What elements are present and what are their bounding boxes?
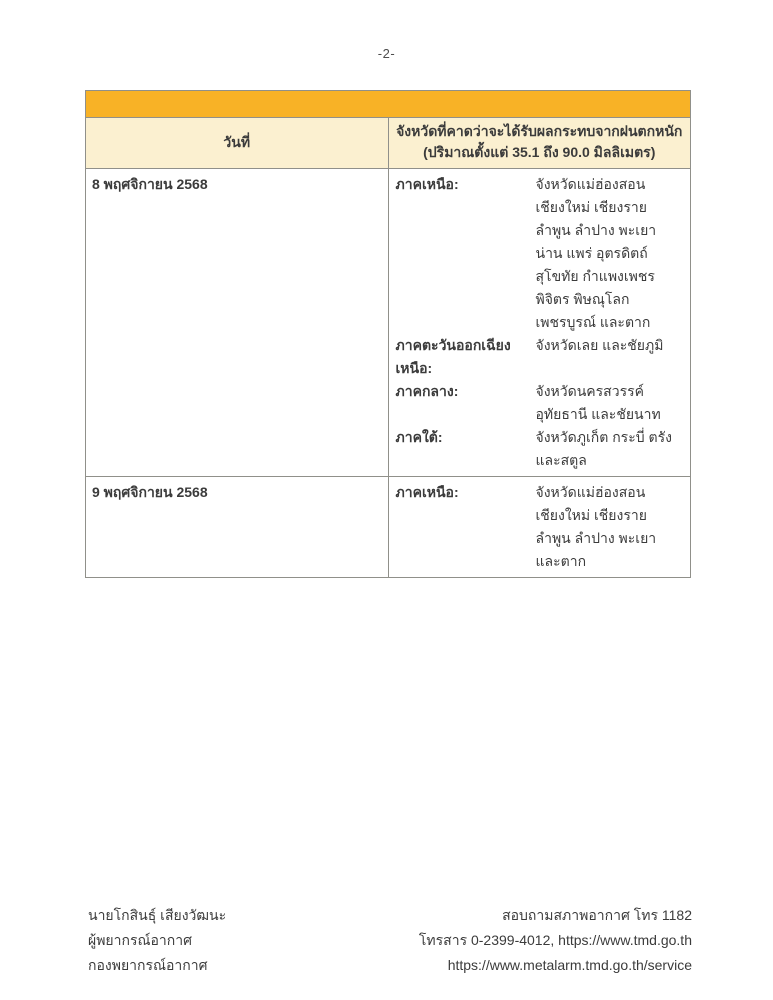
region-provinces-northeast: จังหวัดเลย และชัยภูมิ	[535, 337, 664, 353]
contact-phone-line: สอบถามสภาพอากาศ โทร 1182	[502, 907, 692, 923]
region-provinces-north: จังหวัดแม่ฮ่องสอน เชียงใหม่ เชียงราย ลำพูน ลำปาง พะเยา น่าน แพร่ อุตรดิตถ์ สุโขทัย กำแพงเพชร พิจิตร พิษณุโลก เพชรบูรณ์ และตาก	[535, 176, 657, 330]
region-label-north: ภาคเหนือ:	[395, 484, 459, 500]
table-row	[86, 169, 691, 477]
region-provinces-south: จังหวัดภูเก็ต กระบี่ ตรัง และสตูล	[535, 429, 672, 468]
header-cell-impact	[388, 118, 691, 169]
region-label-central: ภาคกลาง:	[395, 383, 459, 399]
region-grid	[396, 481, 685, 573]
region-grid	[396, 173, 685, 472]
header-impact-line1: จังหวัดที่คาดว่าจะได้รับผลกระทบจากฝนตกหนัก	[396, 123, 683, 139]
rain-impact-table	[85, 90, 691, 578]
contact-metalarm-url: https://www.metalarm.tmd.go.th/service	[447, 957, 692, 973]
region-provinces-central: จังหวัดนครสวรรค์ อุทัยธานี และชัยนาท	[535, 383, 661, 422]
forecaster-title: ผู้พยากรณ์อากาศ	[88, 932, 192, 948]
table-header-row	[86, 118, 691, 169]
table-row	[86, 477, 691, 578]
contact-fax-website-line: โทรสาร 0-2399-4012, https://www.tmd.go.th	[418, 932, 692, 948]
region-provinces-north: จังหวัดแม่ฮ่องสอน เชียงใหม่ เชียงราย ลำพูน ลำปาง พะเยา และตาก	[535, 484, 657, 569]
page-number: -2-	[377, 46, 396, 61]
table-accent-bar	[86, 91, 691, 118]
page-footer	[88, 903, 692, 978]
region-label-north: ภาคเหนือ:	[395, 176, 459, 192]
header-impact-line2: (ปริมาณตั้งแต่ 35.1 ถึง 90.0 มิลลิเมตร)	[423, 144, 656, 160]
row-regions-cell	[388, 169, 691, 477]
table-accent-row	[86, 91, 691, 118]
row-date: 8 พฤศจิกายน 2568	[86, 169, 389, 477]
footer-contact-block	[419, 903, 692, 978]
footer-signature-block	[88, 903, 226, 978]
region-label-northeast: ภาคตะวันออกเฉียงเหนือ:	[395, 337, 511, 376]
forecaster-name: นายโกสินธุ์ เสียงวัฒนะ	[88, 907, 227, 923]
row-regions-cell	[388, 477, 691, 578]
forecaster-division: กองพยากรณ์อากาศ	[88, 957, 208, 973]
header-cell-date: วันที่	[86, 118, 389, 169]
region-label-south: ภาคใต้:	[395, 429, 443, 445]
row-date: 9 พฤศจิกายน 2568	[86, 477, 389, 578]
